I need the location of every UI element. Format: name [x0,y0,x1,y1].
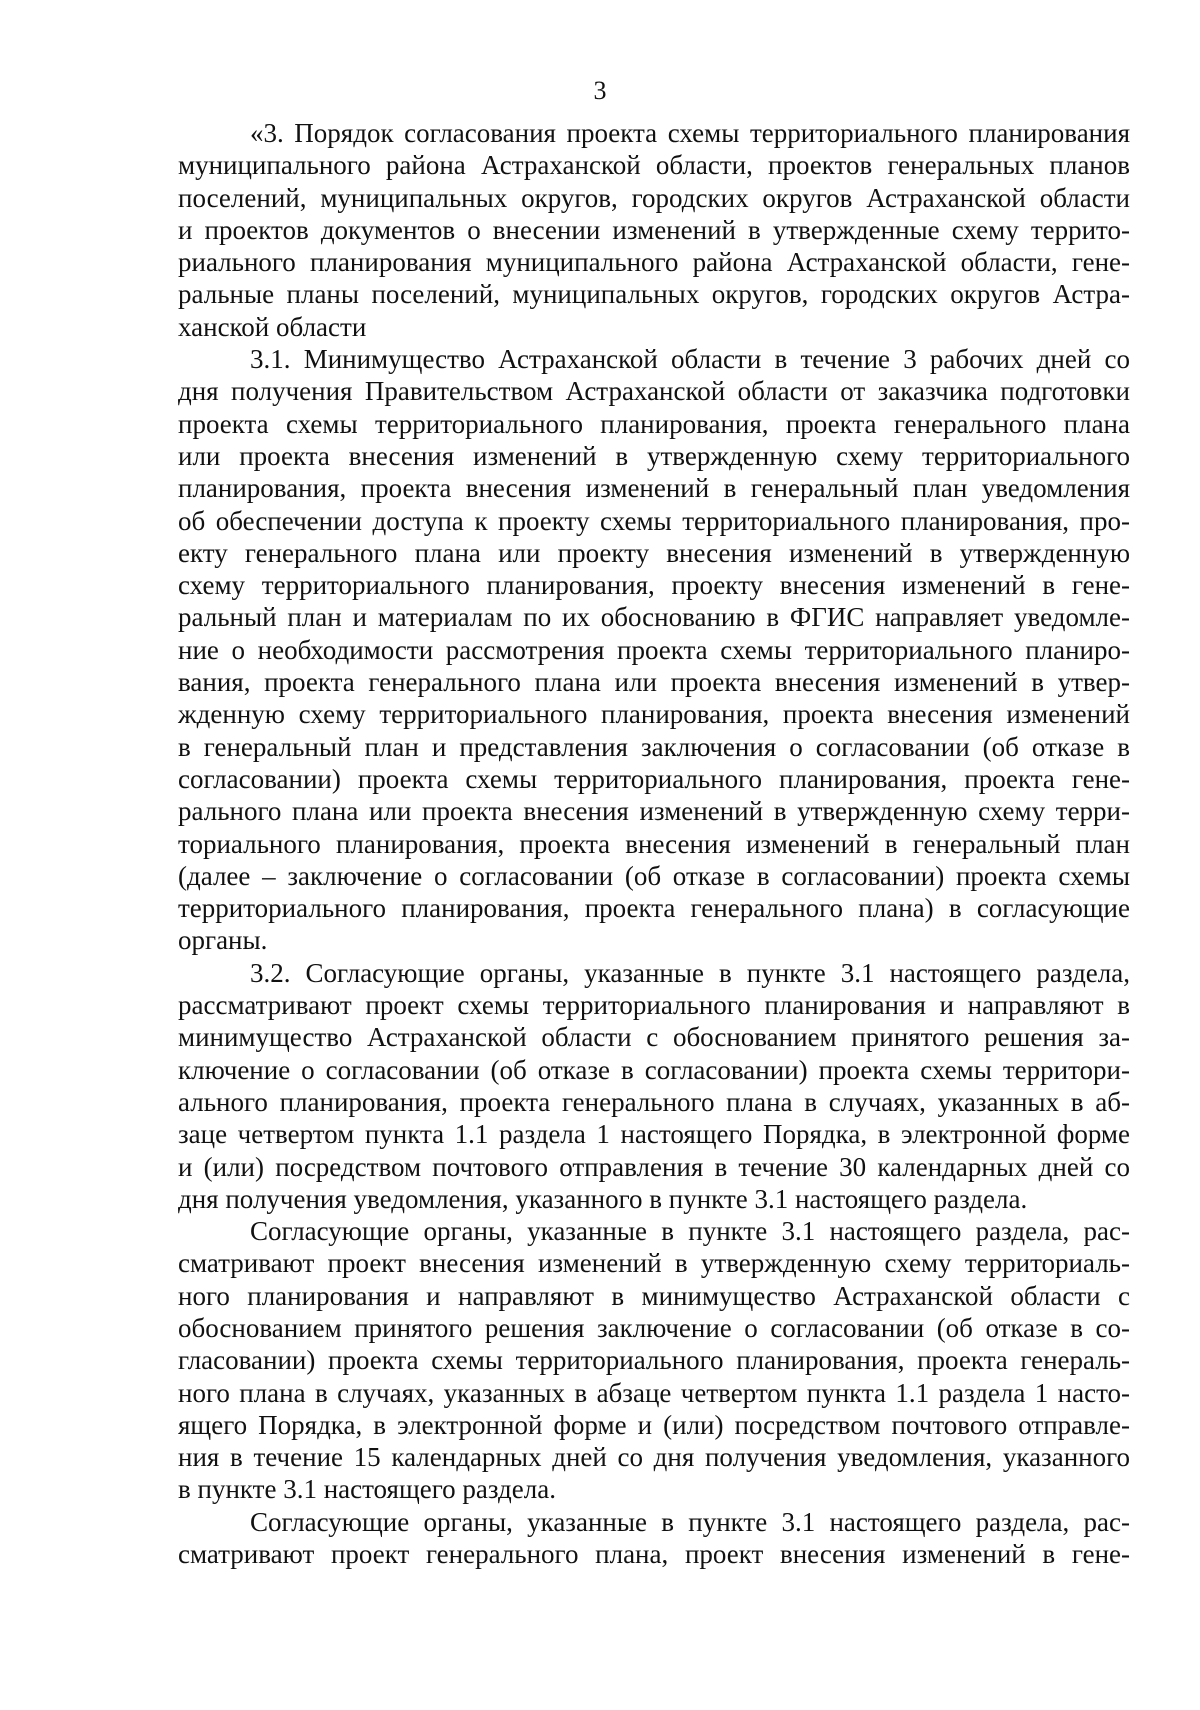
text-line: ключение о согласовании (об отказе в согласовании) проекта схемы территори- [178,1054,1130,1085]
text-line: территориального планирования, проекта генерального плана) в согласующие [178,893,1130,924]
text-line: вания, проекта генерального плана или проекта внесения изменений в утвер- [178,667,1130,698]
text-line: заце четвертом пункта 1.1 раздела 1 настоящего Порядка, в электронной форме [178,1119,1130,1150]
text-line: рального плана или проекта внесения изменений в утвержденную схему терри- [178,796,1130,827]
text-line: муниципального района Астраханской области, проектов генеральных планов [178,150,1130,181]
text-line: минимущество Астраханской области с обоснованием принятого решения за- [178,1022,1130,1053]
text-line: Согласующие органы, указанные в пункте 3.1 настоящего раздела, рас- [250,1506,1130,1537]
text-line: или проекта внесения изменений в утвержденную схему территориального [178,440,1130,471]
text-line: ящего Порядка, в электронной форме и (или) посредством почтового отправле- [178,1409,1130,1440]
text-line: проекта схемы территориального планирования, проекта генерального плана [178,408,1130,439]
text-line: дня получения уведомления, указанного в пункте 3.1 настоящего раздела. [178,1183,1028,1214]
text-line: ние о необходимости рассмотрения проекта схемы территориального планиро- [178,634,1130,665]
text-line: и проектов документов о внесении изменений в утвержденные схему террито- [178,214,1130,245]
text-line: и (или) посредством почтового отправления в течение 30 календарных дней со [178,1151,1130,1182]
text-line: планирования, проекта внесения изменений в генеральный план уведомления [178,473,1130,504]
text-line: поселений, муниципальных округов, городских округов Астраханской области [178,182,1130,213]
text-line: в генеральный план и представления заключения о согласовании (об отказе в [178,731,1130,762]
text-line: ния в течение 15 календарных дней со дня получения уведомления, указанного [178,1442,1130,1473]
text-line: об обеспечении доступа к проекту схемы территориального планирования, про- [178,505,1130,536]
text-line: ного планирования и направляют в минимущество Астраханской области с [178,1280,1130,1311]
text-line: риального планирования муниципального района Астраханской области, гене- [178,247,1130,278]
text-line: (далее – заключение о согласовании (об отказе в согласовании) проекта схемы [178,860,1130,891]
text-line: ральный план и материалам по их обоснованию в ФГИС направляет уведомле- [178,602,1130,633]
text-line: в пункте 3.1 настоящего раздела. [178,1474,556,1505]
text-line: органы. [178,925,268,956]
text-line: жденную схему территориального планирования, проекта внесения изменений [178,699,1130,730]
text-line: согласовании) проекта схемы территориального планирования, проекта гене- [178,763,1130,794]
text-line: дня получения Правительством Астраханской области от заказчика подготовки [178,376,1130,407]
text-line: Согласующие органы, указанные в пункте 3.1 настоящего раздела, рас- [250,1216,1130,1247]
text-line: сматривают проект генерального плана, проект внесения изменений в гене- [178,1539,1130,1570]
text-line: ральные планы поселений, муниципальных округов, городских округов Астра- [178,279,1130,310]
document-body [178,117,1130,1570]
text-line: сматривают проект внесения изменений в утвержденную схему территориаль- [178,1248,1130,1279]
text-line: ного плана в случаях, указанных в абзаце четвертом пункта 1.1 раздела 1 насто- [178,1377,1130,1408]
text-line: ального планирования, проекта генерального плана в случаях, указанных в аб- [178,1086,1130,1117]
text-line: ханской области [178,311,367,342]
text-line: екту генерального плана или проекту внесения изменений в утвержденную [178,537,1130,568]
text-line: рассматривают проект схемы территориального планирования и направляют в [178,990,1130,1021]
text-line: гласовании) проекта схемы территориального планирования, проекта генераль- [178,1345,1130,1376]
page-number: 3 [593,76,607,105]
text-line: схему территориального планирования, проекту внесения изменений в гене- [178,570,1130,601]
text-line: 3.2. Согласующие органы, указанные в пункте 3.1 настоящего раздела, [250,957,1130,988]
text-line: «3. Порядок согласования проекта схемы территориального планирования [250,118,1130,148]
text-line: ториального планирования, проекта внесения изменений в генеральный план [178,828,1130,859]
text-line: 3.1. Минимущество Астраханской области в течение 3 рабочих дней со [250,344,1130,375]
text-line: обоснованием принятого решения заключение о согласовании (об отказе в со- [178,1312,1130,1343]
